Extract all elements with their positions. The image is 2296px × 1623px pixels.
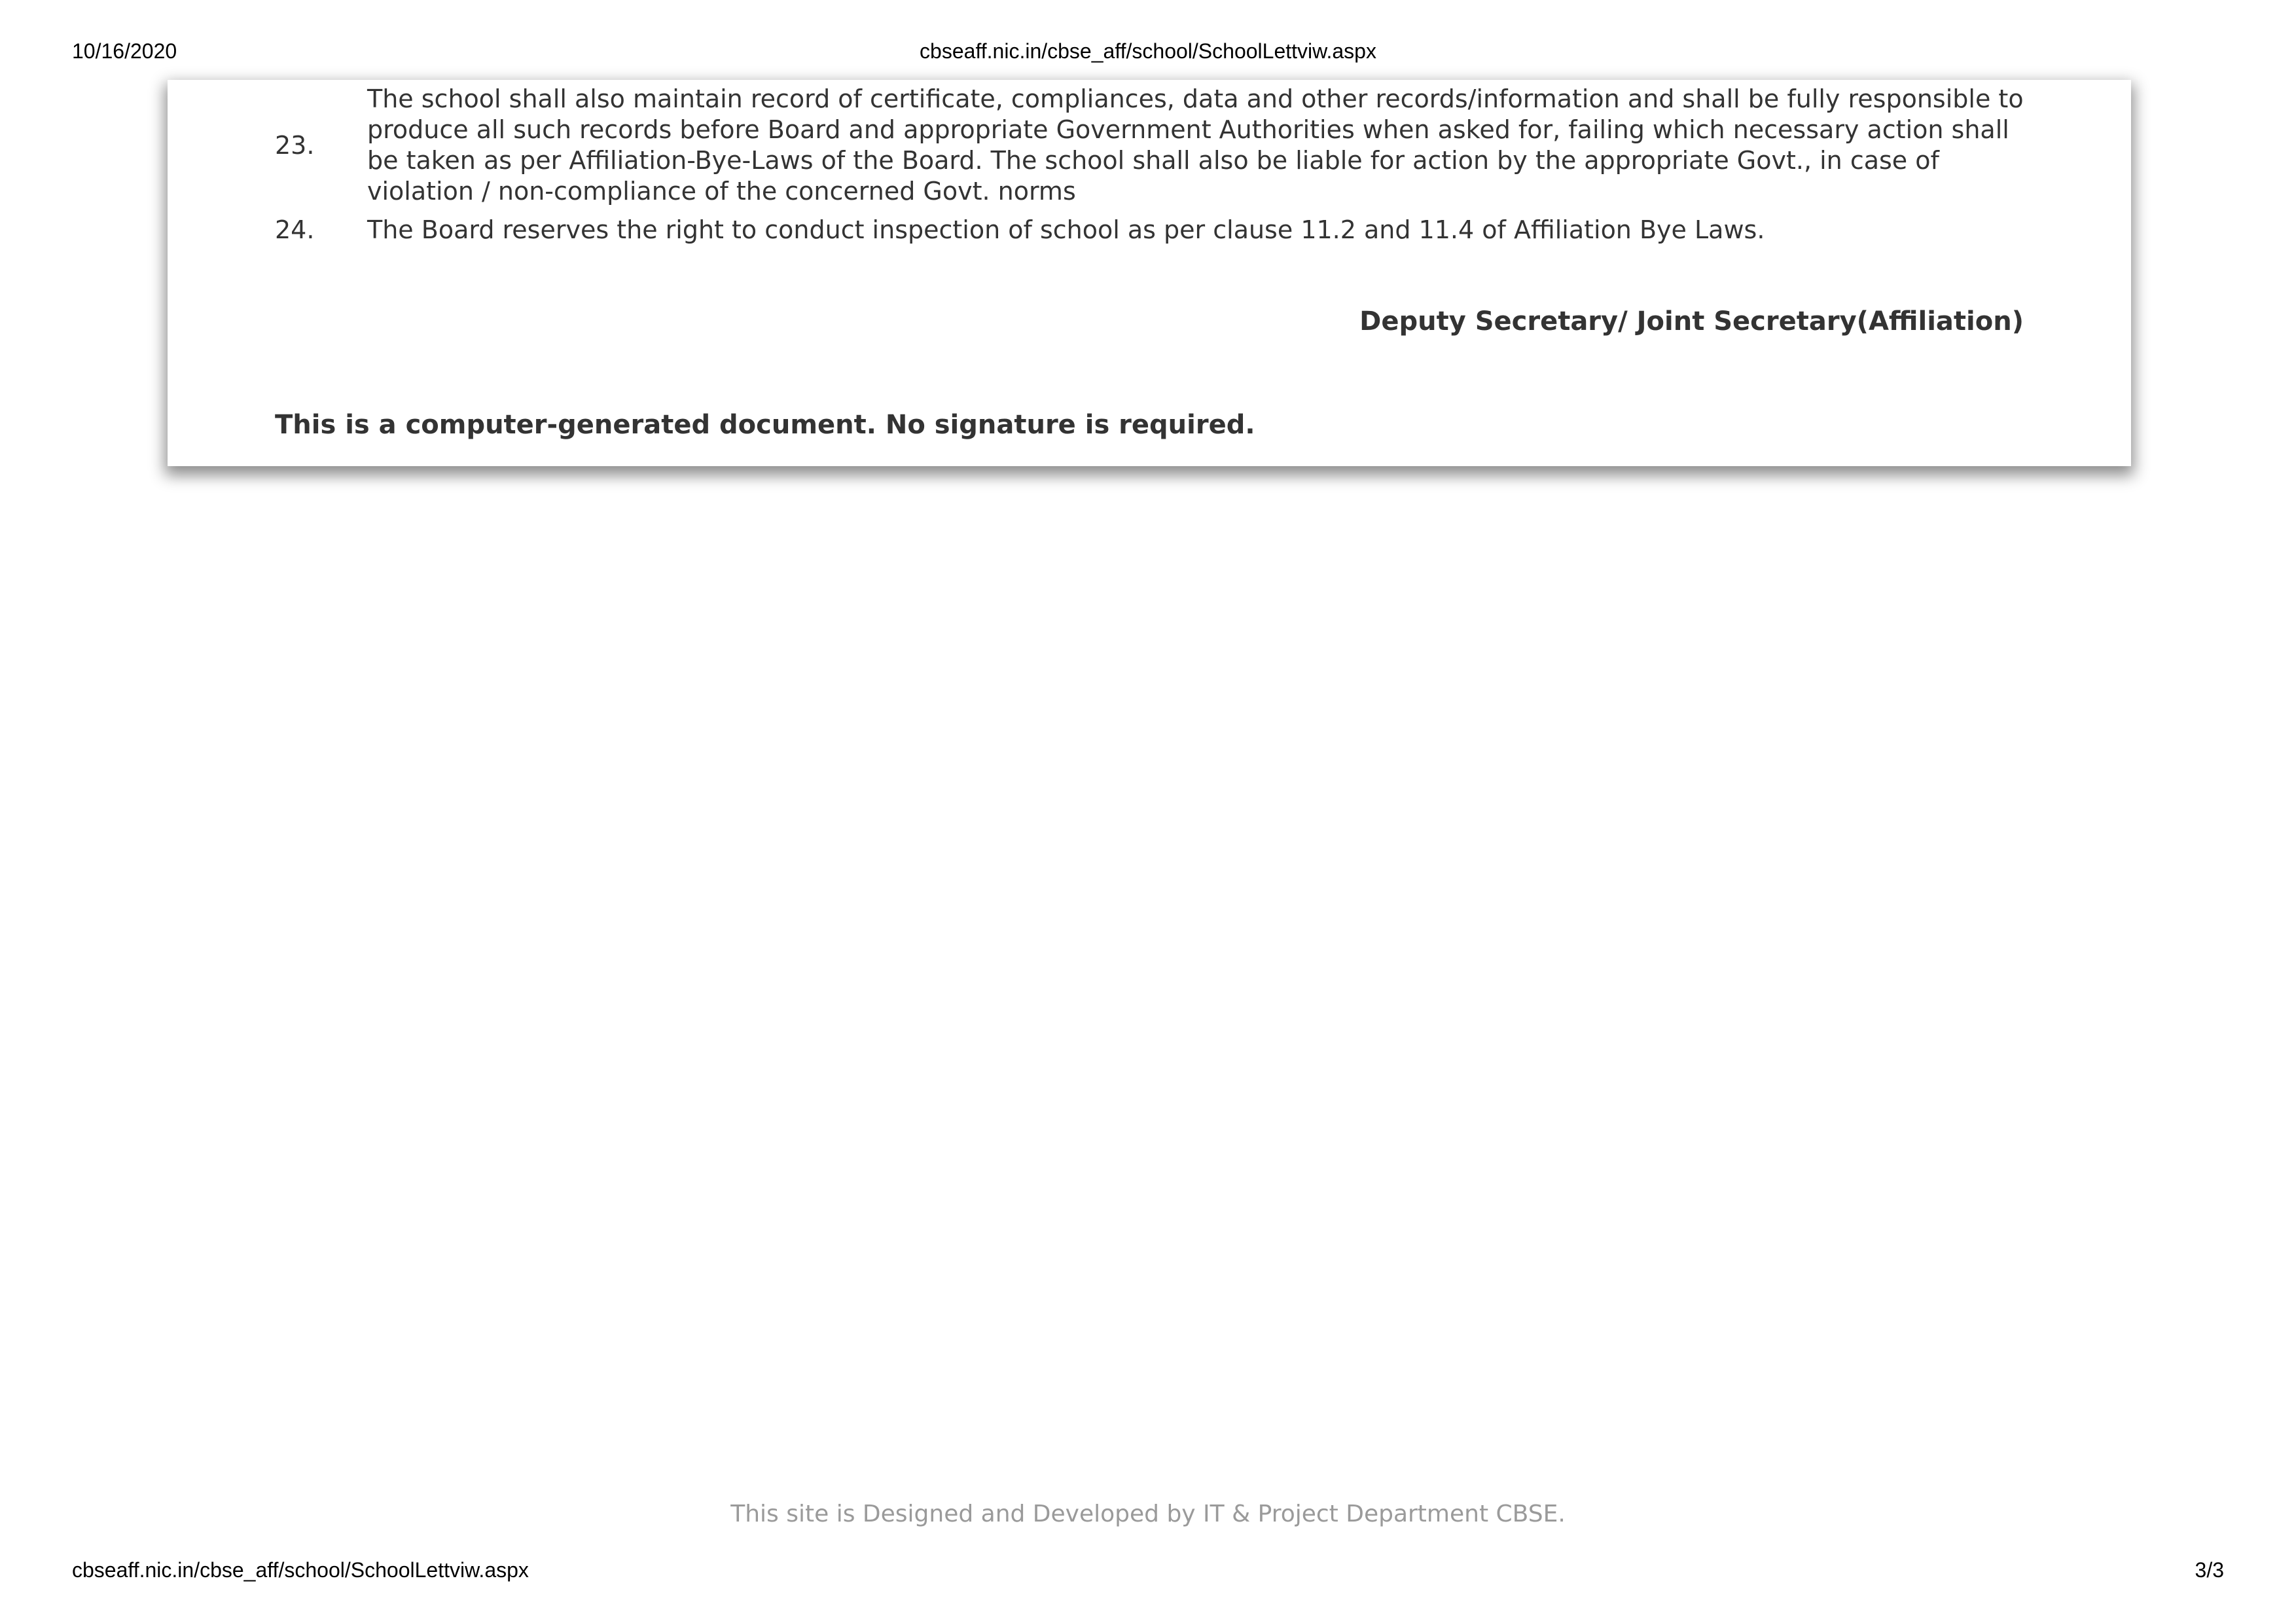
computer-generated-note: This is a computer-generated document. No signature is required. <box>275 410 1255 440</box>
condition-text: The school shall also maintain record of certificate, compliances, data and other records/information and shall be fully responsible to produce all such records before Board and appropriate Government Authorities when asked for, failing which necessary action shall be taken as per Affiliation-Bye-Laws of the Board. The school shall also be liable for action by the appropriate Govt., in case of violation / non-compliance of the concerned Govt. norms <box>367 84 2024 206</box>
site-credit: This site is Designed and Developed by IT & Project Department CBSE. <box>730 1501 1566 1527</box>
print-footer-url: cbseaff.nic.in/cbse_aff/school/SchoolLettviw.aspx <box>72 1558 529 1582</box>
print-header-url: cbseaff.nic.in/cbse_aff/school/SchoolLettviw.aspx <box>920 39 1376 63</box>
condition-item <box>275 80 2029 211</box>
print-header-date: 10/16/2020 <box>72 39 177 63</box>
conditions-list <box>275 80 2029 249</box>
condition-text: The Board reserves the right to conduct inspection of school as per clause 11.2 and 11.4 of Affiliation Bye Laws. <box>367 215 1765 244</box>
condition-number: 23. <box>275 130 315 160</box>
condition-number: 24. <box>275 215 315 244</box>
condition-item <box>275 211 2029 249</box>
print-footer-page-number: 3/3 <box>2195 1558 2224 1582</box>
signatory-title: Deputy Secretary/ Joint Secretary(Affiliation) <box>1359 306 2024 337</box>
